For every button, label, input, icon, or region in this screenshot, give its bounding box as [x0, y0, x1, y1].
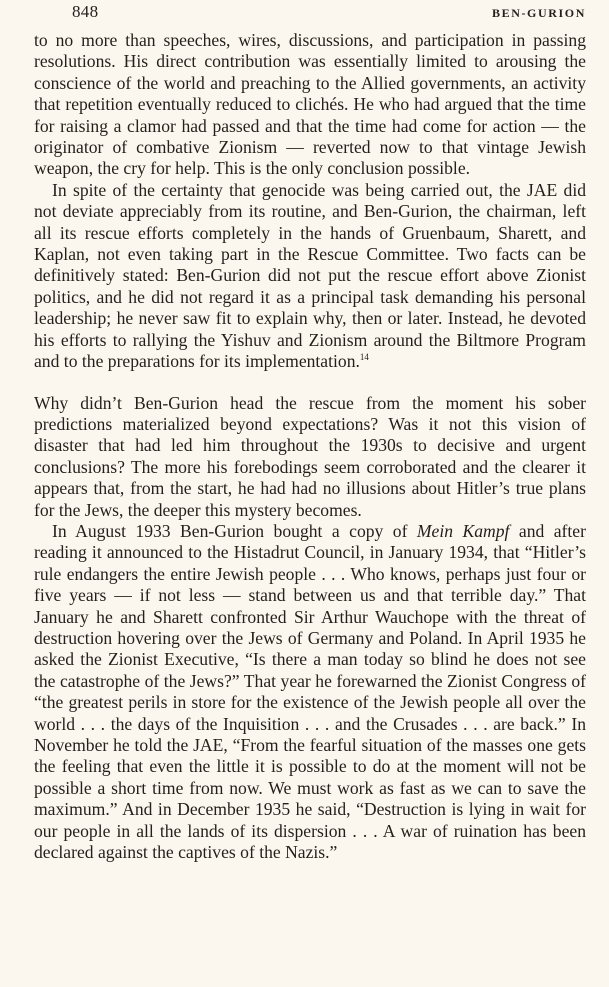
page-header [34, 0, 586, 30]
paragraph-text: In spite of the certainty that genocide was being carried out, the JAE did not deviate appreciably from its routine, and Ben-Gurion, the chairman, left all its rescue efforts completely in the hands of Gruenbaum, Sharett, and Kaplan, not even taking part in the Rescue Committee. Two facts can be definitively stated: Ben-Gurion did not put the rescue effort above Zionist politics, and he did not regard it as a principal task demanding his personal leadership; he never saw fit to explain why, then or later. Instead, he devoted his efforts to rallying the Yishuv and Zionism around the Biltmore Program and to the preparations for its implementation. [34, 179, 586, 372]
running-head: BEN-GURION [491, 6, 586, 20]
paragraph-jae-rescue [34, 180, 586, 373]
paragraph-text-before-title: In August 1933 Ben-Gurion bought a copy of [52, 520, 417, 541]
book-title: Mein Kampf [416, 520, 510, 541]
paragraph-continuation: to no more than speeches, wires, discussions, and participation in passing resolutions. His direct contribution was essentially limited to arousing the conscience of the world and preaching to the Allied governments, an activity that repetition eventually reduced to clichés. He who had argued that the time for raising a clamor had passed and that the time had come for action — the originator of combative Zionism — reverted now to that vintage Jewish weapon, the cry for help. This is the only conclusion possible. [34, 30, 586, 179]
book-page [34, 0, 586, 987]
paragraph-text-after-title: and after reading it announced to the Histadrut Council, in January 1934, that “Hitler’s rule endangers the entire Jewish people . . . Who knows, perhaps just four or five years — if not less — stand between us and that terrible day.” That January he and Sharett confronted Sir Arthur Wauchope with the threat of destruction hovering over the Jews of Germany and Poland. In April 1935 he asked the Zionist Executive, “Is there a man today so blind he does not see the catastrophe of the Jews?” That year he forewarned the Zionist Congress of “the greatest perils in store for the existence of the Jewish people all over the world . . . the days of the Inquisition . . . and the Crusades . . . are back.” In November he told the JAE, “From the fearful situation of the masses one gets the feeling that even the little it is possible to do at the moment will not be possible a short time from now. We must work as fast as we can to save the maximum.” And in December 1935 he said, “Destruction is lying in wait for our people in all the lands of its dispersion . . . A war of ruination has been declared against the captives of the Nazis.” [34, 520, 586, 863]
paragraph-mein-kampf [34, 521, 586, 864]
page-number: 848 [72, 2, 99, 21]
paragraph-mystery-question: Why didn’t Ben-Gurion head the rescue from the moment his sober predictions materialized beyond expectations? Was it not this vision of disaster that had led him throughout the 1930s to decisive and urgent conclusions? The more his forebodings seem corroborated and the clearer it appears that, from the start, he had had no illusions about Hitler’s true plans for the Jews, the deeper this mystery becomes. [34, 392, 586, 520]
footnote-marker: 14 [359, 352, 369, 363]
body-text [34, 30, 586, 863]
